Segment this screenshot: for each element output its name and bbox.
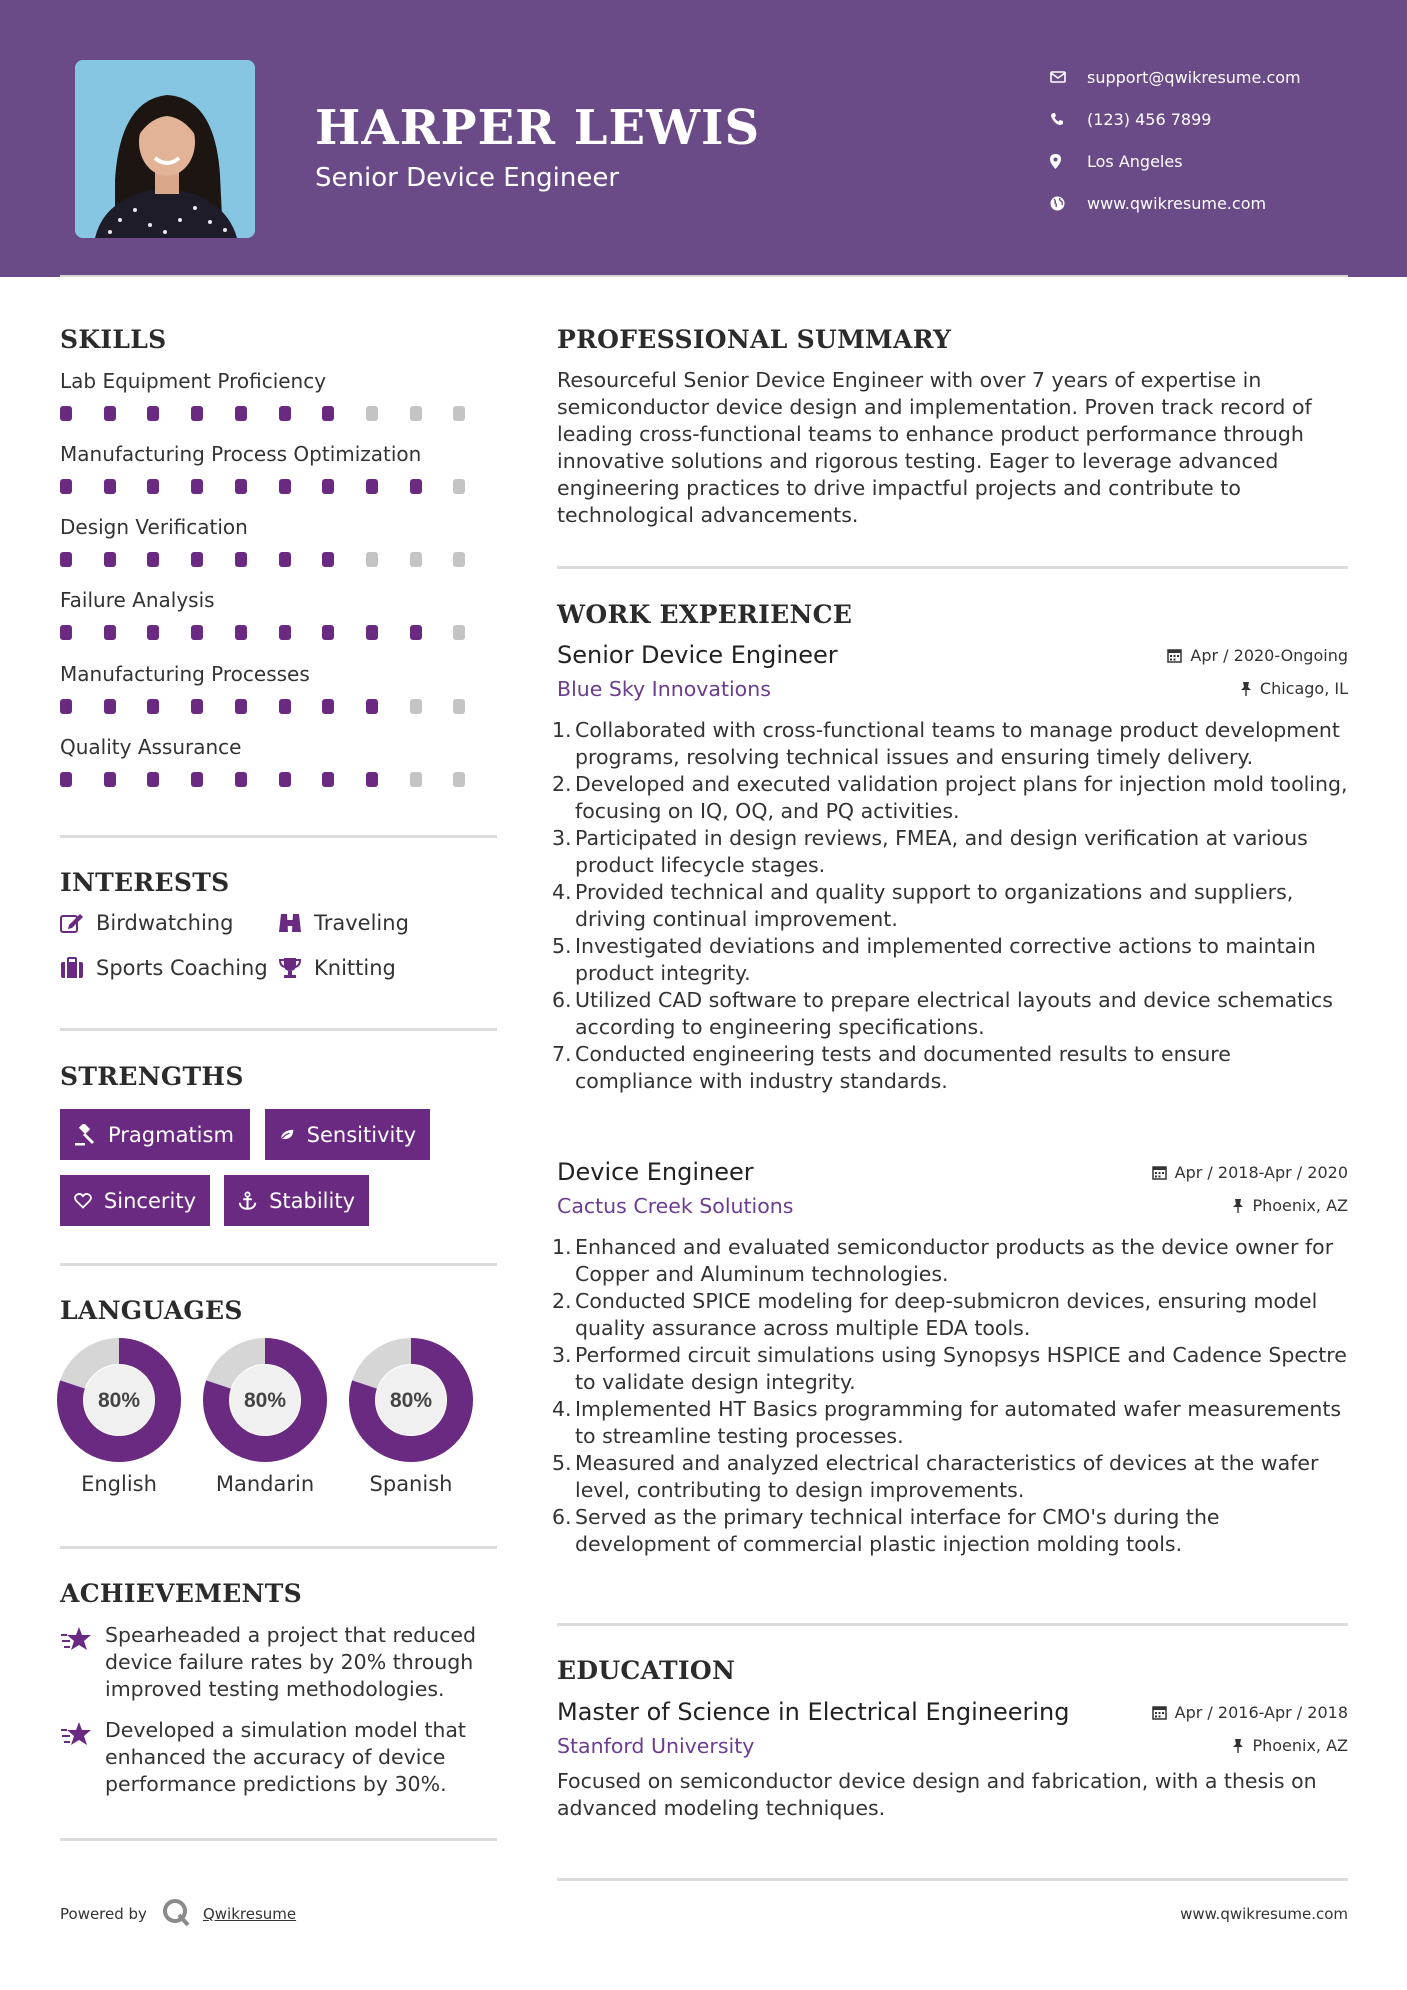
skill-item <box>60 587 497 640</box>
contact-website[interactable] <box>1050 182 1390 224</box>
achievement-text: Developed a simulation model that enhanced the accuracy of device performance predictions by 30%. <box>105 1718 466 1796</box>
rating-dot-filled <box>279 406 291 421</box>
rating-dot-filled <box>60 772 72 787</box>
education-entry <box>557 1698 1348 1822</box>
pushpin-icon <box>1232 1738 1244 1753</box>
rating-dot-empty <box>410 772 422 787</box>
language-percent: 80% <box>243 1389 287 1412</box>
languages-heading: LANGUAGES <box>60 1296 243 1325</box>
strength-label: Sincerity <box>103 1188 196 1213</box>
education-heading: EDUCATION <box>557 1656 736 1685</box>
bullet-item: 6. Utilized CAD software to prepare electrical layouts and device schematics according to engineering specifications. <box>552 988 1333 1039</box>
rating-dot-empty <box>410 699 422 714</box>
school-name: Stanford University <box>557 1734 755 1758</box>
rating-dot-empty <box>453 772 465 787</box>
rating-dot-filled <box>410 625 422 640</box>
skill-name: Failure Analysis <box>60 588 215 612</box>
strength-tag <box>60 1109 250 1160</box>
rating-dot-filled <box>279 479 291 494</box>
candidate-title: Senior Device Engineer <box>315 163 620 193</box>
section-divider <box>557 1623 1348 1626</box>
rating-dot-filled <box>322 772 334 787</box>
summary-heading: PROFESSIONAL SUMMARY <box>557 325 952 354</box>
language-item <box>346 1338 476 1496</box>
skill-item <box>60 368 497 421</box>
calendar-icon <box>1152 1705 1167 1720</box>
bullet-item: 1. Collaborated with cross-functional teams to manage product development programs, resolving technical issues and ensuring timely delivery. <box>552 718 1340 769</box>
skill-rating <box>60 625 497 640</box>
skill-name: Design Verification <box>60 515 248 539</box>
rating-dot-filled <box>104 772 116 787</box>
rating-dot-filled <box>60 552 72 567</box>
rating-dot-empty <box>453 552 465 567</box>
rating-dot-filled <box>322 699 334 714</box>
bullet-item: 2. Conducted SPICE modeling for deep-submicron devices, ensuring model quality assurance across multiple EDA tools. <box>552 1289 1318 1340</box>
rating-dot-filled <box>191 699 203 714</box>
email-icon <box>1050 71 1087 83</box>
rating-dot-filled <box>147 772 159 787</box>
job-role: Senior Device Engineer <box>557 641 838 669</box>
contact-website-text: www.qwikresume.com <box>1087 193 1267 213</box>
skill-name: Lab Equipment Proficiency <box>60 369 327 393</box>
rating-dot-filled <box>366 699 378 714</box>
interest-item <box>60 956 268 980</box>
language-percent: 80% <box>389 1389 433 1412</box>
rating-dot-filled <box>191 772 203 787</box>
skill-rating <box>60 552 497 567</box>
rating-dot-filled <box>322 552 334 567</box>
calendar-icon <box>1167 648 1182 663</box>
skill-rating <box>60 699 497 714</box>
degree-name: Master of Science in Electrical Engineering <box>557 1698 1070 1726</box>
skill-item <box>60 441 497 494</box>
rating-dot-filled <box>279 625 291 640</box>
anchor-icon <box>238 1190 257 1212</box>
job-dates-text: Apr / 2020-Ongoing <box>1190 646 1348 665</box>
gavel-icon <box>74 1124 96 1146</box>
contact-email-text: support@qwikresume.com <box>1087 67 1301 87</box>
rating-dot-filled <box>60 699 72 714</box>
strength-tag <box>265 1109 430 1160</box>
footer-powered-by <box>60 1897 296 1931</box>
summary-text: Resourceful Senior Device Engineer with over 7 years of expertise in semiconductor device design and implementation. Proven track record of leading cross-functional teams to enhance product performance through innovative solutions and rigorous testing. Eager to leverage advanced engineering practices to drive impactful projects and contribute to technological advancements. <box>557 368 1312 527</box>
strengths-heading: STRENGTHS <box>60 1062 244 1091</box>
strength-label: Pragmatism <box>108 1122 234 1147</box>
rating-dot-filled <box>147 406 159 421</box>
rating-dot-empty <box>410 552 422 567</box>
skill-item <box>60 734 497 787</box>
rating-dot-filled <box>235 699 247 714</box>
language-item <box>54 1338 184 1496</box>
company-name: Cactus Creek Solutions <box>557 1194 794 1218</box>
bullet-item: 6. Served as the primary technical interface for CMO's during the development of commercial plastic injection molding tools. <box>552 1505 1220 1556</box>
rating-dot-filled <box>235 552 247 567</box>
skill-rating <box>60 479 497 494</box>
globe-icon <box>1050 196 1087 211</box>
strength-tag <box>60 1175 210 1226</box>
job-dates <box>1167 646 1348 665</box>
skill-item <box>60 514 497 567</box>
resume-header <box>0 0 1407 277</box>
rating-dot-filled <box>147 625 159 640</box>
section-divider <box>557 566 1348 569</box>
bullet-item: 3. Performed circuit simulations using Synopsys HSPICE and Cadence Spectre to validate design integrity. <box>552 1343 1347 1394</box>
achievement-item <box>60 1717 497 1798</box>
rating-dot-filled <box>366 772 378 787</box>
bullet-item: 3. Participated in design reviews, FMEA, and design verification at various product lifecycle stages. <box>552 826 1308 877</box>
rating-dot-empty <box>410 406 422 421</box>
rating-dot-filled <box>104 625 116 640</box>
bullet-item: 5. Investigated deviations and implemented corrective actions to maintain product integrity. <box>552 934 1316 985</box>
rating-dot-filled <box>60 406 72 421</box>
job-location <box>1240 679 1348 698</box>
contact-phone[interactable] <box>1050 98 1390 140</box>
language-donut <box>349 1338 473 1462</box>
rating-dot-filled <box>191 625 203 640</box>
footer-url[interactable]: www.qwikresume.com <box>1180 1905 1348 1923</box>
bullet-item: 2. Developed and executed validation project plans for injection mold tooling, focusing on IQ, OQ, and PQ activities. <box>552 772 1348 823</box>
language-item <box>200 1338 330 1496</box>
skill-rating <box>60 772 497 787</box>
star-icon <box>60 1622 105 1703</box>
location-pin-icon <box>1050 154 1087 169</box>
candidate-name: HARPER LEWIS <box>315 100 761 156</box>
rating-dot-filled <box>147 699 159 714</box>
job-dates-text: Apr / 2018-Apr / 2020 <box>1174 1163 1348 1182</box>
rating-dot-filled <box>147 552 159 567</box>
briefcase-icon <box>60 957 84 979</box>
contact-list <box>1050 56 1390 224</box>
job-role: Device Engineer <box>557 1158 754 1186</box>
section-divider <box>60 1028 497 1031</box>
star-icon <box>60 1717 105 1798</box>
job-location-text: Chicago, IL <box>1259 679 1348 698</box>
rating-dot-empty <box>453 479 465 494</box>
contact-email[interactable] <box>1050 56 1390 98</box>
education-dates <box>1152 1703 1348 1722</box>
rating-dot-filled <box>191 479 203 494</box>
rating-dot-empty <box>366 406 378 421</box>
job-dates <box>1152 1163 1348 1182</box>
interest-item <box>278 911 409 935</box>
rating-dot-filled <box>322 625 334 640</box>
section-divider <box>557 1878 1348 1881</box>
trophy-icon <box>278 957 302 979</box>
rating-dot-filled <box>235 406 247 421</box>
bullet-item: 7. Conducted engineering tests and documented results to ensure compliance with industry standards. <box>552 1042 1231 1093</box>
rating-dot-filled <box>322 479 334 494</box>
calendar-icon <box>1152 1165 1167 1180</box>
rating-dot-empty <box>453 625 465 640</box>
rating-dot-filled <box>366 479 378 494</box>
bullet-item: 5. Measured and analyzed electrical characteristics of devices at the wafer level, contributing to design improvements. <box>552 1451 1319 1502</box>
education-dates-text: Apr / 2016-Apr / 2018 <box>1174 1703 1348 1722</box>
contact-location-text: Los Angeles <box>1087 151 1183 171</box>
skill-name: Manufacturing Process Optimization <box>60 442 422 466</box>
experience-heading: WORK EXPERIENCE <box>557 600 853 629</box>
rating-dot-filled <box>279 552 291 567</box>
rating-dot-filled <box>104 479 116 494</box>
job-entry <box>552 1158 1348 1558</box>
bullet-item: 1. Enhanced and evaluated semiconductor products as the device owner for Copper and Aluminum technologies. <box>552 1235 1334 1286</box>
interests-heading: INTERESTS <box>60 868 230 897</box>
interest-label: Traveling <box>314 911 409 935</box>
leaf-icon <box>279 1125 295 1145</box>
section-divider <box>60 1546 497 1549</box>
powered-by-label: Powered by <box>60 1905 147 1923</box>
contact-phone-text: (123) 456 7899 <box>1087 109 1212 129</box>
job-location <box>1232 1196 1348 1215</box>
section-divider <box>60 835 497 838</box>
skill-name: Quality Assurance <box>60 735 242 759</box>
rating-dot-empty <box>453 406 465 421</box>
achievements-heading: ACHIEVEMENTS <box>60 1579 302 1608</box>
section-divider <box>60 1838 497 1841</box>
qwikresume-link[interactable]: Qwikresume <box>202 1905 297 1923</box>
job-entry <box>552 641 1348 1095</box>
strength-label: Stability <box>269 1188 355 1213</box>
rating-dot-filled <box>279 699 291 714</box>
rating-dot-empty <box>366 552 378 567</box>
company-name: Blue Sky Innovations <box>557 677 771 701</box>
skills-heading: SKILLS <box>60 325 167 354</box>
pencil-square-icon <box>60 912 84 934</box>
rating-dot-filled <box>60 479 72 494</box>
achievement-item <box>60 1622 497 1703</box>
rating-dot-filled <box>104 699 116 714</box>
rating-dot-filled <box>279 772 291 787</box>
pushpin-icon <box>1232 1198 1244 1213</box>
language-donut <box>57 1338 181 1462</box>
binoculars-icon <box>278 912 302 934</box>
language-name: Spanish <box>369 1472 453 1496</box>
pushpin-icon <box>1240 681 1252 696</box>
header-divider <box>60 275 1348 277</box>
rating-dot-filled <box>191 406 203 421</box>
skill-item <box>60 661 497 714</box>
rating-dot-filled <box>60 625 72 640</box>
rating-dot-filled <box>235 625 247 640</box>
interest-item <box>278 956 396 980</box>
phone-icon <box>1050 112 1087 126</box>
job-bullets <box>552 1234 1348 1558</box>
rating-dot-filled <box>366 625 378 640</box>
education-description: Focused on semiconductor device design and fabrication, with a thesis on advanced modeling techniques. <box>557 1769 1317 1820</box>
strength-tag <box>224 1175 369 1226</box>
rating-dot-filled <box>322 406 334 421</box>
education-location-text: Phoenix, AZ <box>1252 1736 1348 1755</box>
qwikresume-logo-icon <box>161 1897 191 1931</box>
strength-label: Sensitivity <box>306 1122 416 1147</box>
rating-dot-filled <box>191 552 203 567</box>
job-location-text: Phoenix, AZ <box>1252 1196 1348 1215</box>
interest-label: Knitting <box>314 956 396 980</box>
skill-rating <box>60 406 497 421</box>
bullet-item: 4. Implemented HT Basics programming for automated wafer measurements to streamline testing processes. <box>552 1397 1342 1448</box>
job-bullets <box>552 717 1348 1095</box>
contact-location <box>1050 140 1390 182</box>
section-divider <box>60 1263 497 1266</box>
language-percent: 80% <box>97 1389 141 1412</box>
interest-label: Birdwatching <box>96 911 234 935</box>
language-name: Mandarin <box>215 1472 315 1496</box>
achievement-text: Spearheaded a project that reduced device failure rates by 20% through improved testing methodologies. <box>105 1623 476 1701</box>
interest-label: Sports Coaching <box>96 956 268 980</box>
rating-dot-filled <box>104 552 116 567</box>
language-name: English <box>81 1472 157 1496</box>
rating-dot-filled <box>235 479 247 494</box>
heart-icon <box>74 1191 92 1211</box>
rating-dot-empty <box>453 699 465 714</box>
language-donut <box>203 1338 327 1462</box>
skill-name: Manufacturing Processes <box>60 662 310 686</box>
profile-photo <box>75 60 255 238</box>
rating-dot-filled <box>104 406 116 421</box>
interest-item <box>60 911 233 935</box>
education-location <box>1232 1736 1348 1755</box>
bullet-item: 4. Provided technical and quality support to organizations and suppliers, driving continual improvement. <box>552 880 1294 931</box>
rating-dot-filled <box>147 479 159 494</box>
rating-dot-filled <box>235 772 247 787</box>
rating-dot-filled <box>410 479 422 494</box>
